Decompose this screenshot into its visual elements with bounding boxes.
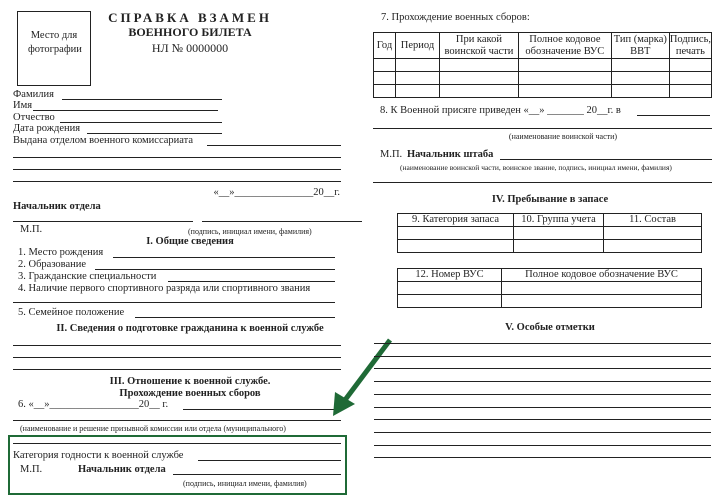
name-label: Имя [13, 100, 33, 111]
patronymic-label: Отчество [13, 112, 55, 123]
col-reserve-category: 9. Категория запаса [398, 214, 514, 227]
cell[interactable] [398, 282, 502, 295]
cell[interactable] [502, 282, 702, 295]
special-notes-line[interactable] [374, 381, 711, 382]
cell[interactable] [669, 85, 711, 98]
cell[interactable] [502, 295, 702, 308]
head-dept-label-2: Начальник отдела [78, 464, 166, 475]
issue-date: «__»_______________20__г. [213, 187, 340, 198]
cell[interactable] [604, 227, 702, 240]
cell[interactable] [514, 240, 604, 253]
col-vus-number: 12. Номер ВУС [398, 269, 502, 282]
specialties-label: 3. Гражданские специальности [18, 271, 157, 282]
oath-unit-caption: (наименование воинской части) [508, 132, 618, 141]
section-5-title: V. Особые отметки [505, 322, 595, 333]
reserve-table [397, 213, 702, 253]
special-notes-line[interactable] [374, 432, 711, 433]
stamp-label-2: М.П. [20, 464, 43, 475]
cell[interactable] [439, 85, 518, 98]
special-notes-line[interactable] [374, 394, 711, 395]
cell[interactable] [395, 72, 439, 85]
cell[interactable] [514, 227, 604, 240]
section-4-title: IV. Пребывание в запасе [491, 194, 609, 205]
section-3-title-1: III. Отношение к военной службе. [109, 376, 271, 387]
cell[interactable] [439, 59, 518, 72]
cell[interactable] [398, 240, 514, 253]
issued-label: Выдана отделом военного комиссариата [13, 135, 194, 146]
col-year: Год [374, 33, 396, 59]
fitness-category-label: Категория годности к военной службе [13, 450, 184, 461]
cell[interactable] [604, 240, 702, 253]
item-6-date: 6. «__»_________________20__ г. [18, 399, 169, 410]
col-unit: При какой воинской части [439, 33, 518, 59]
col-equipment: Тип (марка) ВВТ [611, 33, 669, 59]
col-vus-code: Полное кодовое обозначение ВУС [502, 269, 702, 282]
cell[interactable] [518, 59, 611, 72]
head-dept-label: Начальник отдела [13, 201, 101, 212]
cell[interactable] [611, 85, 669, 98]
education-label: 2. Образование [18, 259, 87, 270]
oath-field[interactable] [637, 115, 710, 116]
title-line-2: ВОЕННОГО БИЛЕТА [128, 25, 252, 39]
table-row [374, 85, 712, 98]
chief-of-staff-line[interactable] [373, 182, 712, 183]
birthplace-label: 1. Место рождения [18, 247, 104, 258]
section-1-title: I. Общие сведения [146, 236, 234, 247]
section-2-title: II. Сведения о подготовке гражданина к военной службе [56, 323, 324, 334]
table-row [398, 240, 702, 253]
cell[interactable] [398, 295, 502, 308]
chief-of-staff-field[interactable] [500, 159, 712, 160]
training-camps-table [373, 32, 712, 98]
col-account-group: 10. Группа учета [514, 214, 604, 227]
cell[interactable] [439, 72, 518, 85]
section-7-title: 7. Прохождение военных сборов: [381, 12, 530, 23]
cell[interactable] [398, 227, 514, 240]
special-notes-line[interactable] [374, 356, 711, 357]
cell[interactable] [611, 72, 669, 85]
table-row [398, 227, 702, 240]
oath-unit-line[interactable] [373, 128, 712, 129]
commission-caption: (наименование и решение призывной комиссии или отдела (муниципального) [20, 424, 286, 433]
sports-label: 4. Наличие первого спортивного разряда или спортивного звания [18, 283, 311, 294]
col-period: Период [395, 33, 439, 59]
cell[interactable] [611, 59, 669, 72]
birth-label: Дата рождения [13, 123, 81, 134]
cell[interactable] [669, 72, 711, 85]
cell[interactable] [518, 72, 611, 85]
cell[interactable] [518, 85, 611, 98]
signature-caption-2: (подпись, инициал имени, фамилия) [183, 479, 307, 488]
col-composition: 11. Состав [604, 214, 702, 227]
table-row [374, 72, 712, 85]
special-notes-line[interactable] [374, 445, 711, 446]
table-row [398, 282, 702, 295]
special-notes-line[interactable] [374, 368, 711, 369]
family-label: 5. Семейное положение [18, 307, 125, 318]
photo-label: Место для фотографии [28, 30, 82, 55]
col-vus: Полное кодовое обозначение ВУС [518, 33, 611, 59]
title-line-1: СПРАВКА ВЗАМЕН [108, 10, 272, 25]
table-row [398, 295, 702, 308]
special-notes-line[interactable] [374, 343, 711, 344]
col-signature: Подпись, печать [669, 33, 711, 57]
special-notes-line[interactable] [374, 457, 711, 458]
section-3-title-2: Прохождение военных сборов [119, 388, 261, 399]
surname-label: Фамилия [13, 89, 54, 100]
vus-table [397, 268, 702, 308]
cell[interactable] [395, 85, 439, 98]
special-notes-line[interactable] [374, 419, 711, 420]
special-notes-line[interactable] [374, 407, 711, 408]
cell[interactable] [395, 59, 439, 72]
stamp-label-3: М.П. [380, 149, 403, 160]
cell[interactable] [374, 85, 396, 98]
cell[interactable] [669, 59, 711, 72]
chief-of-staff-label: Начальник штаба [407, 149, 494, 160]
oath-text: 8. К Военной присяге приведен «__» _______ 20__г. в [380, 105, 621, 116]
signature-caption: (подпись, инициал имени, фамилия) [188, 227, 312, 236]
stamp-label: М.П. [20, 224, 43, 235]
cell[interactable] [374, 59, 396, 72]
certificate-number: НЛ № 0000000 [151, 41, 229, 55]
cell[interactable] [374, 72, 396, 85]
chief-of-staff-caption: (наименование воинской части, воинское звание, подпись, инициал имени, фамилия) [400, 163, 672, 172]
table-row [374, 59, 712, 72]
